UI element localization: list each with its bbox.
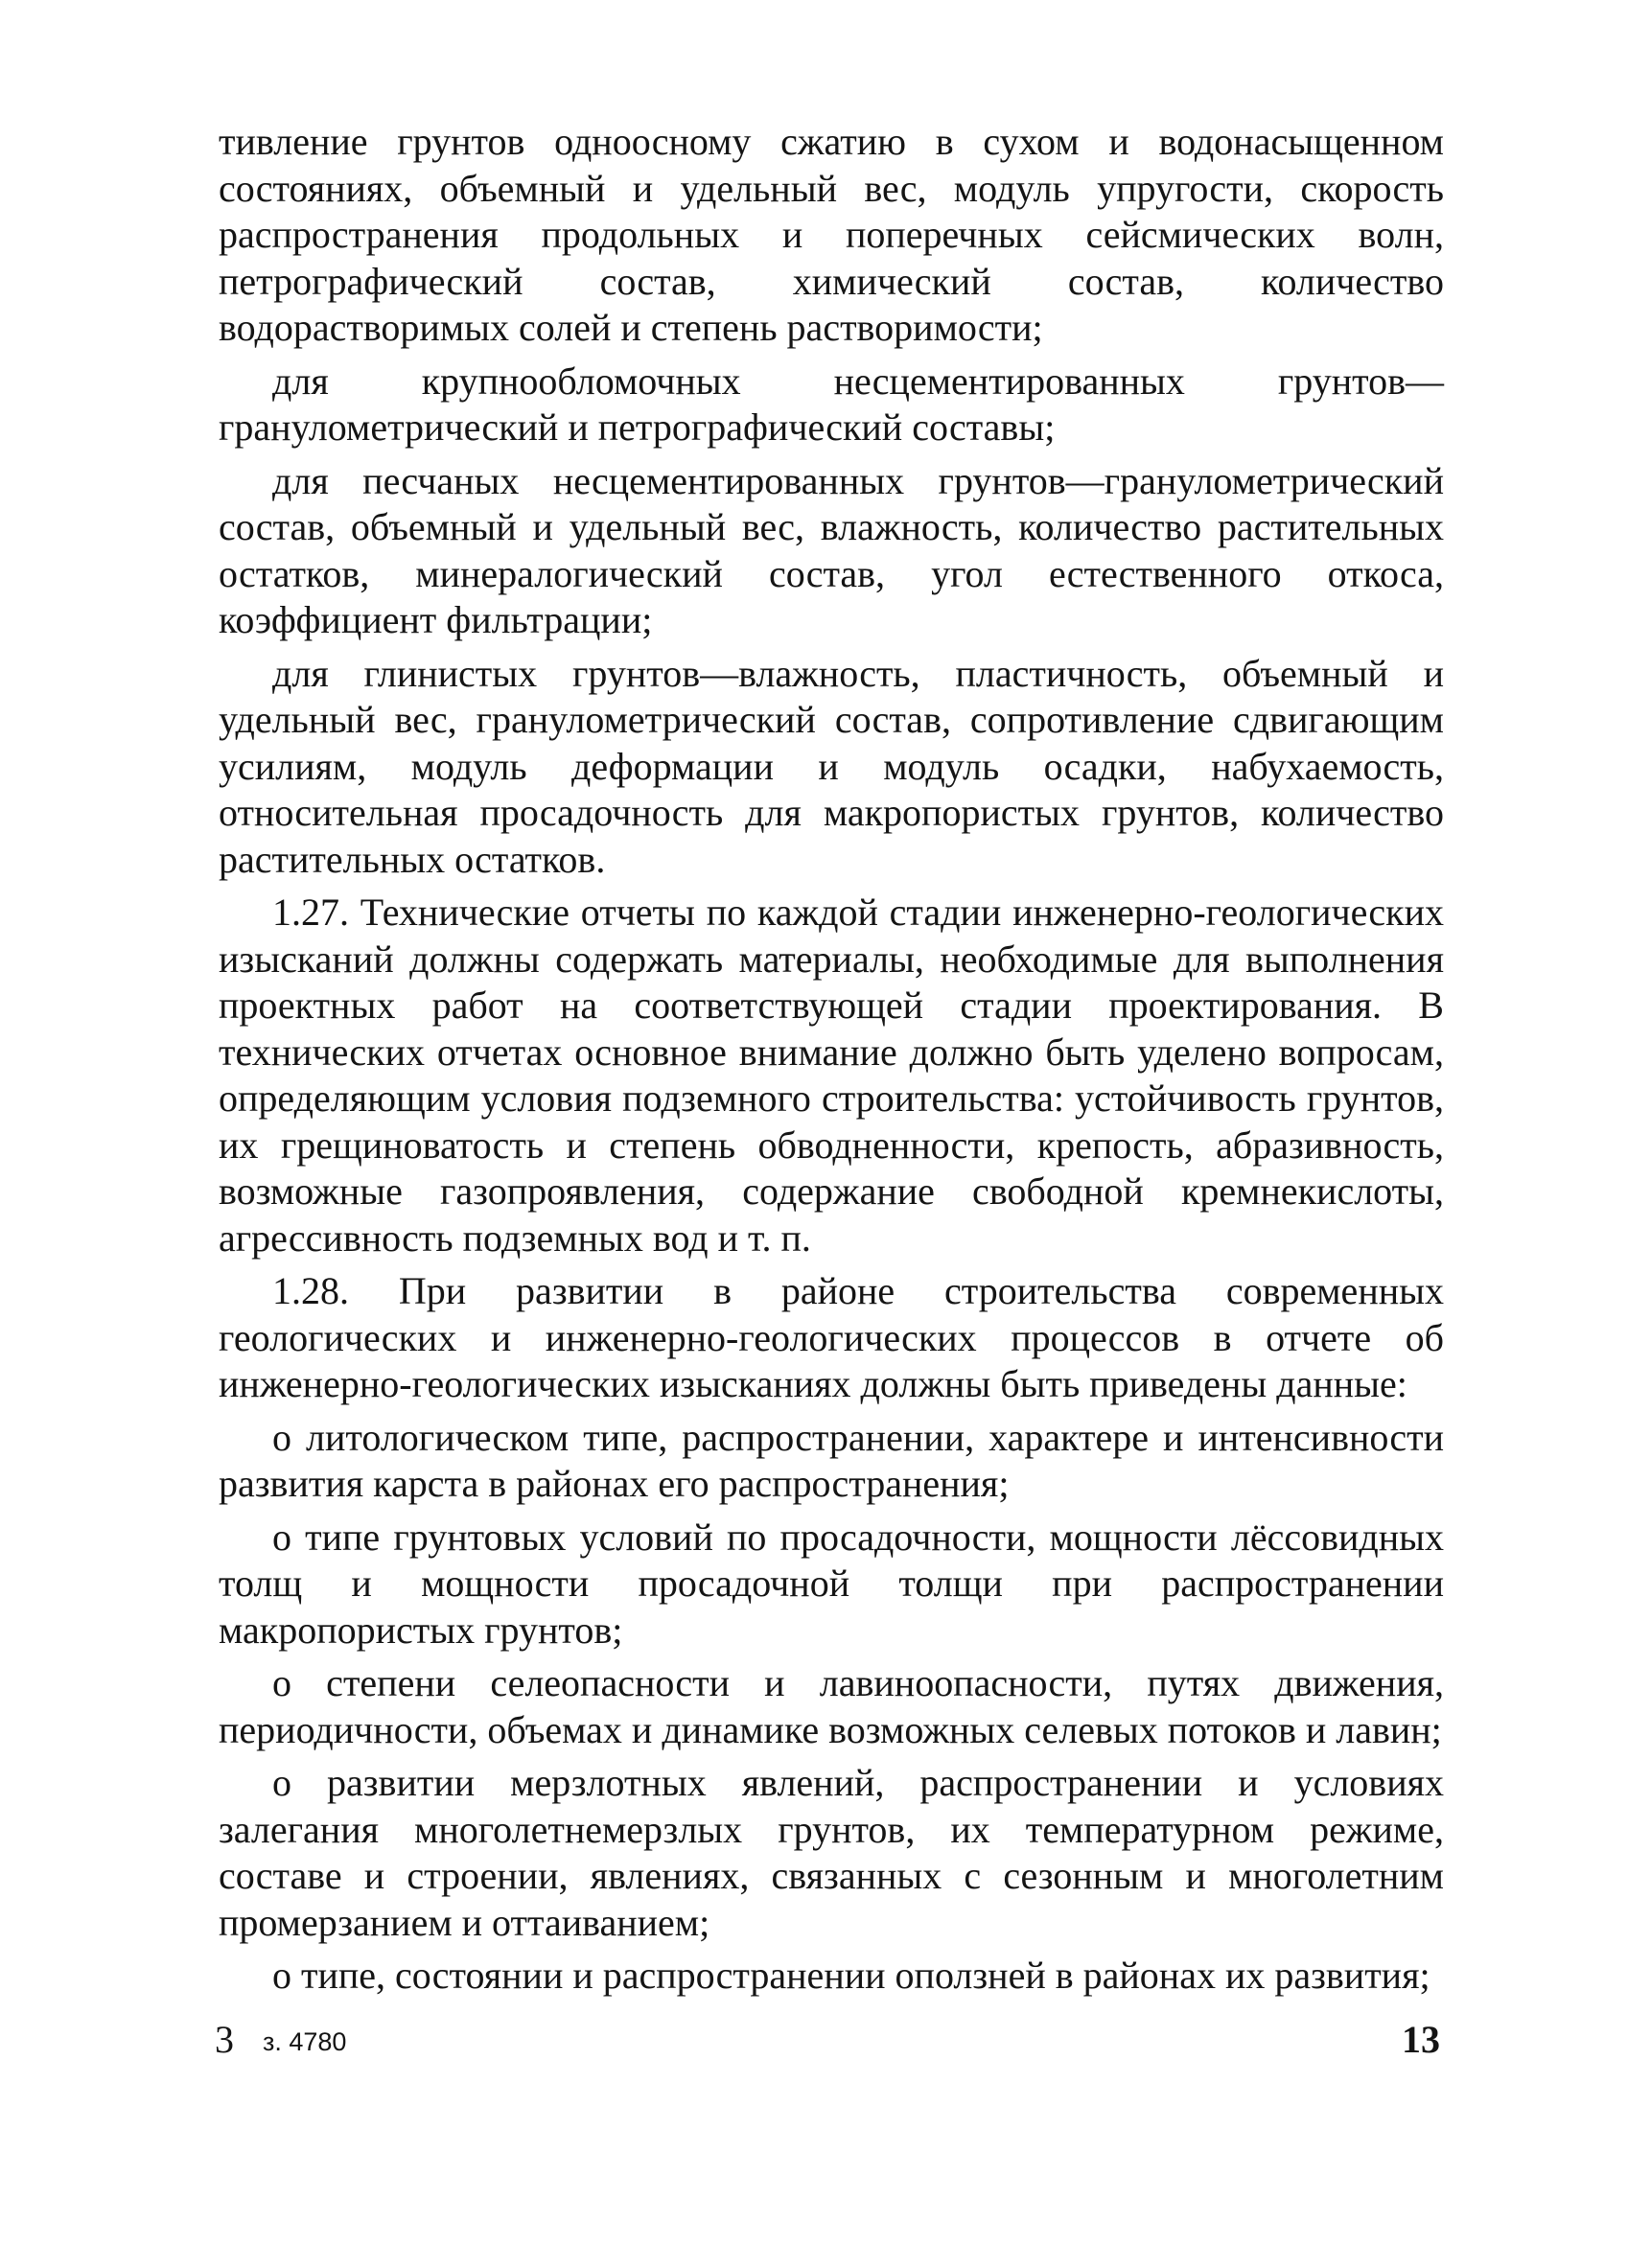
signature-mark: 3 (215, 2018, 234, 2061)
page-number: 13 (1402, 2018, 1440, 2061)
paragraph-mudflow-avalanche: о степени селеопасности и лавиноопасности, путях движения, периодичности, объемах и динамике возможных селевых потоков и лавин; (219, 1661, 1444, 1751)
page-footer (209, 2017, 1455, 2074)
paragraph-clause-1-28: 1.28. При развитии в районе строительства современных геологических и инженерно-геологических процессов в отчете об инженерно-геологических изысканиях должны быть приведены данные: (219, 1269, 1444, 1405)
paragraph-coarse-soils: для крупнообломочных несцементированных грунтов—гранулометрический и петрографический составы; (219, 359, 1444, 449)
print-order-number: з. 4780 (263, 2027, 347, 2056)
paragraph-clause-1-27: 1.27. Технические отчеты по каждой стадии инженерно-геологических изысканий должны содержать материалы, необходимые для выполнения проектных работ на соответствующей стадии проектирования. В технических отчетах основное внимание должно быть уделено вопросам, определяющим условия подземного строительства: устойчивость грунтов, их грещиноватость и степень обводненности, крепость, абразивность, возможные газопроявления, содержание свободной кремнекислоты, агрессивность подземных вод и т. п. (219, 891, 1444, 1260)
paragraph-landslides: о типе, состоянии и распространении оползней в районах их развития; (272, 1954, 1430, 1997)
paragraph-subsidence: о типе грунтовых условий по просадочности, мощности лёссовидных толщ и мощности просадочной толщи при распространении макропористых грунтов; (219, 1515, 1444, 1652)
page-body-text (219, 119, 1444, 2006)
paragraph-clay-soils: для глинистых грунтов—влажность, пластичность, объемный и удельный вес, гранулометрический состав, сопротивление сдвигающим усилиям, модуль деформации и модуль осадки, набухаемость, относительная просадочность для макропористых грунтов, количество растительных остатков. (219, 651, 1444, 881)
paragraph-sandy-soils: для песчаных несцементированных грунтов—гранулометрический состав, объемный и удельный вес, влажность, количество растительных остатков, минералогический состав, угол естественного откоса, коэффициент фильтрации; (219, 458, 1444, 641)
paragraph-permafrost: о развитии мерзлотных явлений, распространении и условиях залегания многолетнемерзлых грунтов, их температурном режиме, составе и строении, явлениях, связанных с сезонным и многолетним промерзанием и оттаиванием; (219, 1761, 1444, 1944)
paragraph-karst: о литологическом типе, распространении, характере и интенсивности развития карста в районах его распространения; (219, 1415, 1444, 1505)
paragraph-continuation: тивление грунтов одноосному сжатию в сухом и водонасыщенном состояниях, объемный и удельный вес, модуль упругости, скорость распространения продольных и поперечных сейсмических волн, петрографический состав, химический состав, количество водорастворимых солей и степень растворимости; (219, 120, 1444, 349)
